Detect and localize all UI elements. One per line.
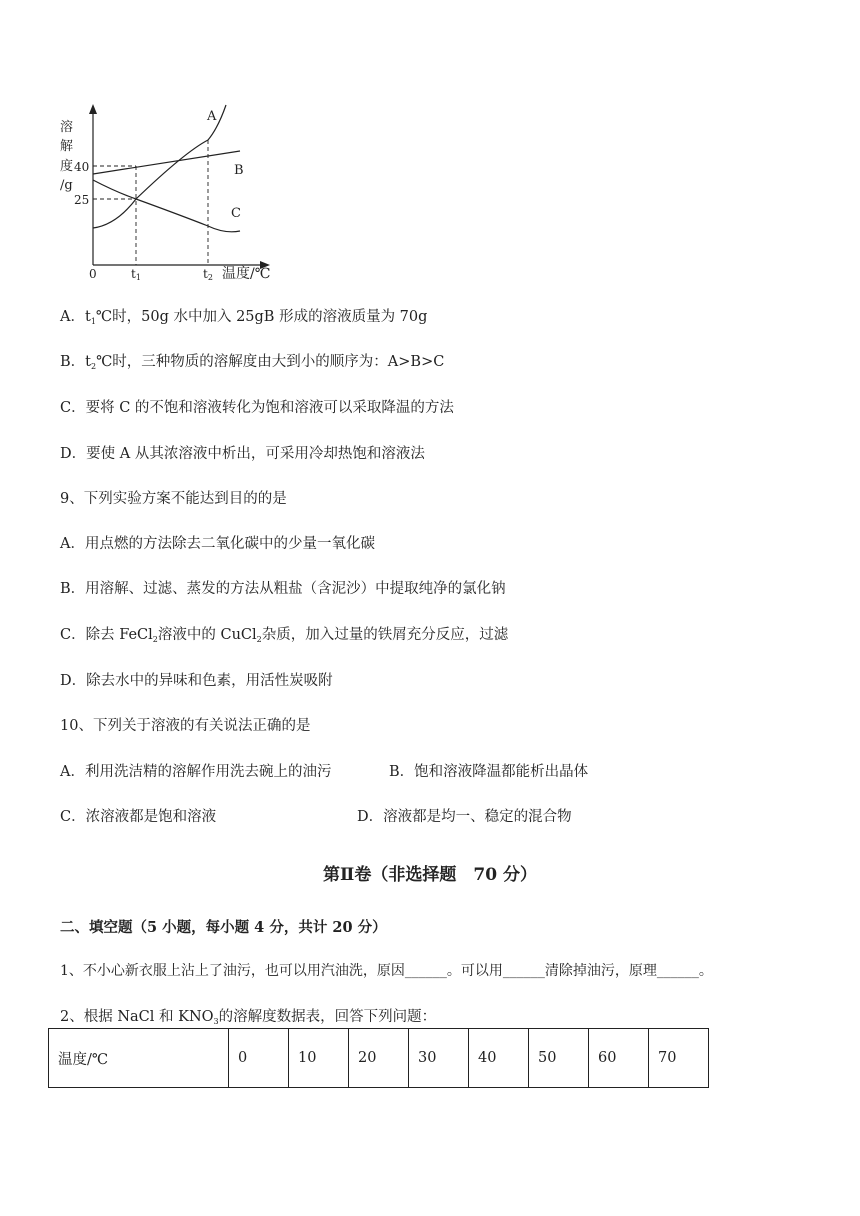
q8-option-d: D．要使 A 从其浓溶液中析出，可采用冷却热饱和溶液法 <box>60 446 425 462</box>
table-cell: 50 <box>529 1029 589 1088</box>
q8-option-b: B．$t_2℃$时，三种物质的溶解度由大到小的顺序为：A>B>C <box>60 354 445 371</box>
q10-option-c: C．浓溶液都是饱和溶液 <box>60 809 217 825</box>
q10-option-b: B．饱和溶液降温都能析出晶体 <box>389 764 589 780</box>
solubility-chart <box>50 100 290 285</box>
table-cell: 10 <box>289 1029 349 1088</box>
table-cell: 0 <box>229 1029 289 1088</box>
y-label-1: 溶 <box>60 120 74 135</box>
x-tick-t1: t1 <box>131 267 141 282</box>
q10-option-a: A．利用洗洁精的溶解作用洗去碗上的油污 <box>60 764 332 780</box>
y-tick-25: 25 <box>74 193 90 207</box>
q9-stem: 9、下列实验方案不能达到目的的是 <box>60 491 287 507</box>
x-axis-label: 温度/℃ <box>222 266 271 282</box>
q9-option-a: A．用点燃的方法除去二氧化碳中的少量一氧化碳 <box>60 536 375 552</box>
solubility-table <box>48 1028 709 1088</box>
q9-option-b: B．用溶解、过滤、蒸发的方法从粗盐（含泥沙）中提取纯净的氯化钠 <box>60 581 506 597</box>
q10-option-d: D．溶液都是均一、稳定的混合物 <box>357 809 572 825</box>
series-b-label: B <box>234 163 244 178</box>
q9-option-c: C．除去 FeCl$_2$溶液中的 CuCl$_2$杂质，加入过量的铁屑充分反应，过滤 <box>60 627 509 644</box>
y-label-2: 解 <box>60 139 74 154</box>
fill-question-2: 2、根据 NaCl 和 $KNO_3$的溶解度数据表，回答下列问题： <box>60 1009 437 1026</box>
y-label-4: /g <box>60 178 73 193</box>
series-a-label: A <box>207 109 217 124</box>
series-lines <box>93 105 240 232</box>
table-row <box>49 1029 709 1088</box>
series-c-label: C <box>231 206 241 221</box>
q9-option-d: D．除去水中的异味和色素，用活性炭吸附 <box>60 673 333 689</box>
q10-stem: 10、下列关于溶液的有关说法正确的是 <box>60 718 311 734</box>
table-cell: 70 <box>649 1029 709 1088</box>
part2-heading: 第Ⅱ卷（非选择题 70 分） <box>323 865 537 885</box>
section2-title: 二、填空题（5 小题，每小题 4 分，共计 20 分） <box>60 919 387 936</box>
y-label-3: 度 <box>60 159 74 174</box>
table-cell: 40 <box>469 1029 529 1088</box>
y-tick-40: 40 <box>74 160 90 174</box>
q8-option-c: C．要将 C 的不饱和溶液转化为饱和溶液可以采取降温的方法 <box>60 400 454 416</box>
table-cell: 60 <box>589 1029 649 1088</box>
origin-label: 0 <box>89 267 97 281</box>
table-header-cell: 温度/℃ <box>49 1029 229 1088</box>
series-c-line <box>93 180 240 232</box>
table-cell: 20 <box>349 1029 409 1088</box>
fill-question-1: 1、不小心新衣服上沾上了油污，也可以用汽油洗，原因______。可以用______清除掉油污，原理______。 <box>60 963 713 979</box>
y-axis-arrow <box>89 104 97 114</box>
table-cell: 30 <box>409 1029 469 1088</box>
q8-option-a: A．$t_1℃$时，50g 水中加入 25gB 形成的溶液质量为 70g <box>60 309 428 326</box>
x-tick-t2: t2 <box>203 267 213 282</box>
